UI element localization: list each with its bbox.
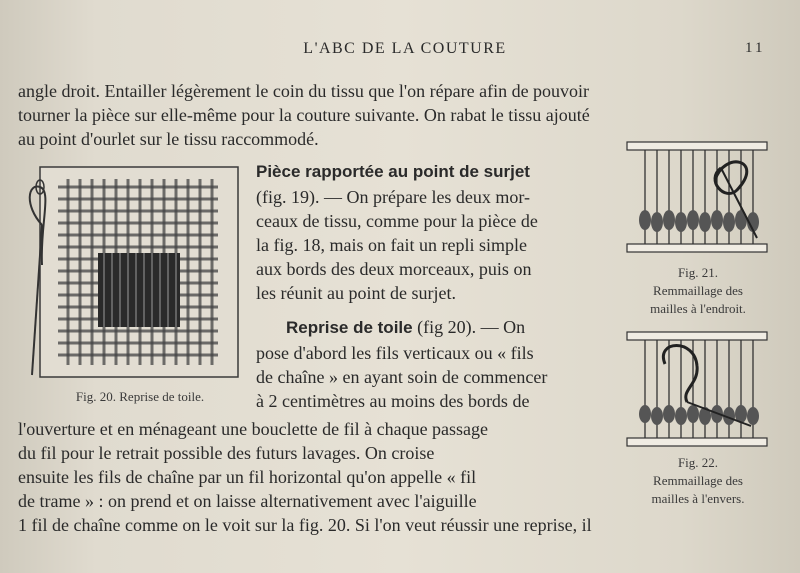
body-line: l'ouverture et en ménageant une bouclette de fil à chaque passage (18, 419, 489, 439)
figure-21-caption-title: mailles à l'endroit. (650, 301, 746, 316)
section-2-line: de chaîne » en ayant soin de commencer (256, 367, 548, 387)
body-line: 1 fil de chaîne comme on le voit sur la fig. 20. Si l'on veut réussir une reprise, il (18, 515, 592, 535)
figure-21-illustration (625, 140, 770, 260)
figure-22-caption-title: mailles à l'envers. (651, 491, 745, 506)
section-1-line: les réunit au point de surjet. (256, 283, 456, 303)
figure-21-caption-title: Remmaillage des (653, 283, 743, 298)
figure-21-caption-number: Fig. 21. (677, 265, 719, 280)
body-line: du fil pour le retrait possible des futurs lavages. On croise (18, 443, 435, 463)
section-2-heading: Reprise de toile (286, 318, 413, 337)
figure-22-caption-title: Remmaillage des (653, 473, 743, 488)
figure-20-caption: Fig. 20. Reprise de toile. (75, 389, 205, 404)
body-line: tourner la pièce sur elle-même pour la couture suivante. On rabat le tissu ajouté (18, 105, 590, 125)
section-1-line: aux bords des deux morceaux, puis on (256, 259, 532, 279)
figure-22-caption-number: Fig. 22. (677, 455, 719, 470)
body-line: au point d'ourlet sur le tissu raccommodé. (18, 129, 319, 149)
body-line: de trame » : on prend et on laisse alternativement avec l'aiguille (18, 491, 477, 511)
section-2-first-line (286, 316, 525, 339)
figure-20-illustration (18, 165, 240, 383)
section-1-line: (fig. 19). — On prépare les deux mor- (256, 187, 531, 207)
running-header: L'ABC DE LA COUTURE (303, 40, 507, 57)
figure-22-illustration (625, 330, 770, 450)
page-number: 11 (745, 40, 766, 56)
section-1-line: ceaux de tissu, comme pour la pièce de (256, 211, 538, 231)
section-2-heading-rest: (fig 20). — On (412, 317, 526, 337)
body-line: angle droit. Entailler légèrement le coin du tissu que l'on répare afin de pouvoir (18, 81, 590, 101)
section-2-line: à 2 centimètres au moins des bords de (256, 391, 530, 411)
section-1-heading: Pièce rapportée au point de surjet (256, 162, 530, 181)
section-heading (256, 160, 530, 183)
section-2-line: pose d'abord les fils verticaux ou « fils (256, 343, 534, 363)
section-1-line: la fig. 18, mais on fait un repli simple (256, 235, 527, 255)
body-line: ensuite les fils de chaîne par un fil horizontal qu'on appelle « fil (18, 467, 477, 487)
